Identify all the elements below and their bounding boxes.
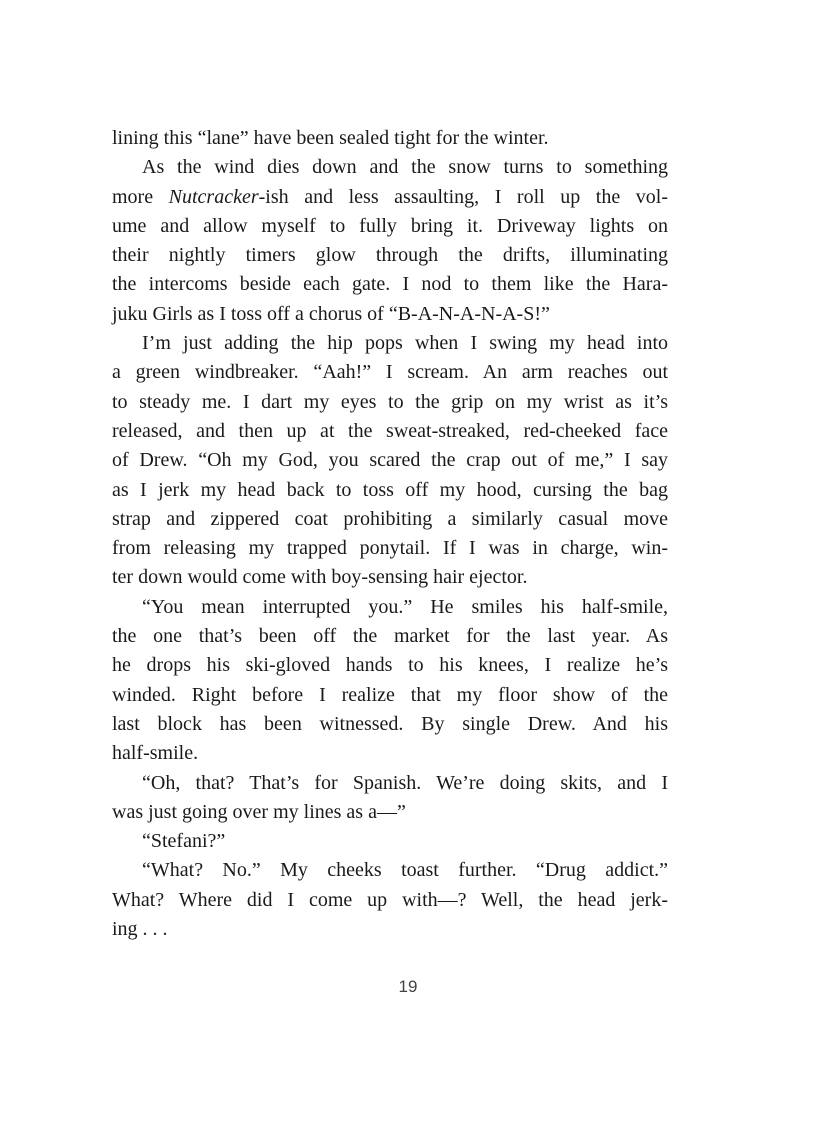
text-line: half-smile.: [112, 742, 199, 765]
text-line: ing . . .: [112, 918, 168, 941]
text-line: juku Girls as I toss off a chorus of “B-A-N-A-N-A-S!”: [112, 302, 550, 325]
text-line: ter down would come with boy-sensing hair ejector.: [112, 566, 528, 589]
text-line: released, and then up at the sweat-streaked, red-cheeked face: [112, 419, 668, 442]
text-line: to steady me. I dart my eyes to the grip on my wrist as it’s: [112, 390, 668, 413]
text-line: “Oh, that? That’s for Spanish. We’re doing skits, and I: [142, 771, 668, 794]
text-line: the intercoms beside each gate. I nod to them like the Hara-: [112, 273, 668, 296]
text-line: the one that’s been off the market for the last year. As: [112, 625, 668, 648]
page-number: 19: [398, 977, 418, 996]
text-line: their nightly timers glow through the drifts, illuminating: [112, 244, 668, 267]
text-line: “You mean interrupted you.” He smiles his half-smile,: [142, 595, 668, 618]
text-line: he drops his ski-gloved hands to his knees, I realize he’s: [112, 654, 668, 677]
text-line: was just going over my lines as a—”: [112, 800, 406, 823]
text-line: winded. Right before I realize that my floor show of the: [112, 683, 668, 706]
text-line: I’m just adding the hip pops when I swing my head into: [142, 332, 668, 355]
text-line: last block has been witnessed. By single Drew. And his: [112, 712, 668, 735]
text-line: as I jerk my head back to toss off my hood, cursing the bag: [112, 478, 668, 501]
text-line: What? Where did I come up with—? Well, the head jerk-: [112, 888, 668, 911]
text-line: “What? No.” My cheeks toast further. “Drug addict.”: [142, 859, 668, 882]
text-line: As the wind dies down and the snow turns to something: [142, 156, 668, 179]
text-line: more Nutcracker-ish and less assaulting, I roll up the vol-: [112, 185, 669, 208]
text-line: “Stefani?”: [142, 830, 226, 853]
text-line: a green windbreaker. “Aah!” I scream. An arm reaches out: [112, 361, 668, 384]
text-line: ume and allow myself to fully bring it. Driveway lights on: [112, 214, 668, 237]
text-line: strap and zippered coat prohibiting a similarly casual move: [112, 507, 668, 530]
text-line: lining this “lane” have been sealed tight for the winter.: [112, 127, 549, 149]
text-line: of Drew. “Oh my God, you scared the crap out of me,” I say: [112, 449, 668, 472]
text-line: from releasing my trapped ponytail. If I was in charge, win-: [112, 537, 668, 560]
body-text: [112, 124, 668, 944]
